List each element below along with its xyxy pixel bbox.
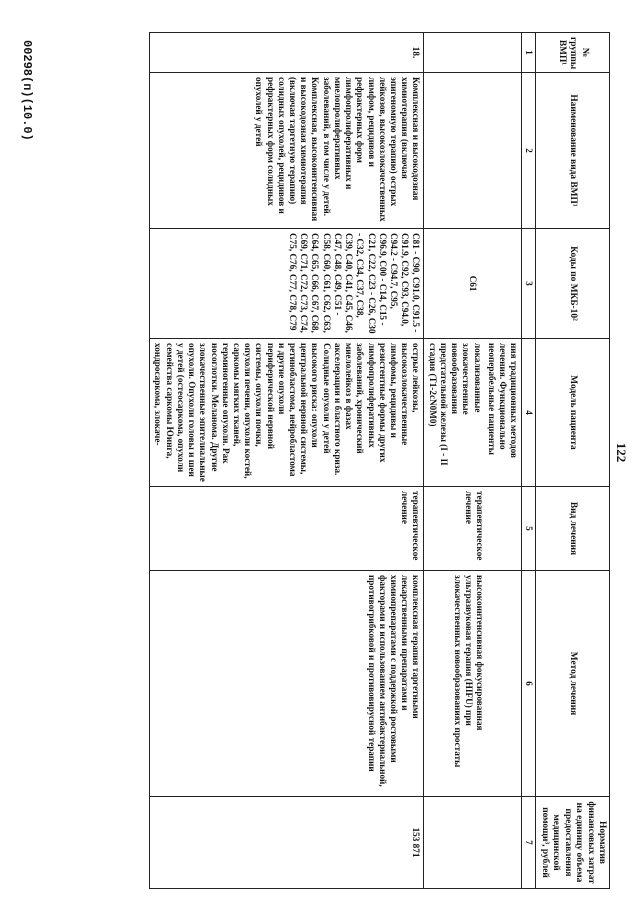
header-treatment-type: Вид лечения — [536, 487, 610, 571]
vmp-name-cell: Комплексная и высокодозная химиотерапия (включая эпигеномную терапию) острых лейкозов, высокозлокачественных лимфом, рецидивов и рефрактерных форм лимфопролиферативных и миелопролиферативных заболеваний, в том числе у детей. Комплексная, высокоинтенсивная и высокодозная химиотерапия (включая таргетную терапию) солидных опухолей, рецидивов и рефрактерных форм солидных опухолей у детей — [150, 73, 424, 229]
cost-cell: 153 871 — [150, 797, 424, 889]
group-number-cell — [424, 33, 522, 73]
column-number: 7 — [522, 797, 536, 889]
page-number: 122 — [614, 442, 629, 463]
treatment-method-cell — [424, 571, 522, 797]
table-header-row — [536, 33, 610, 889]
column-number: 4 — [522, 339, 536, 487]
column-number-row — [522, 33, 536, 889]
header-icd-codes: Коды по МКБ-10² — [536, 229, 610, 339]
patient-model-continuation: ния традиционных методов лечения. Функционально неоперабельные пациенты — [486, 343, 520, 458]
column-number: 5 — [522, 487, 536, 571]
column-number: 2 — [522, 73, 536, 229]
header-group-number: № группы ВМП¹ — [536, 33, 610, 73]
treatment-method-text: высокоинтенсивная фокусированная ультразвуковая терапия (HIFU) при злокачественных новообразованиях простаты — [452, 575, 486, 768]
patient-model-text: локализованные злокачественные новообразования предстательной железы (I - II стадия (T1-2cN0M0) — [427, 343, 483, 466]
group-number-cell: 18. — [150, 33, 424, 73]
icd-code-cell — [424, 229, 522, 339]
header-patient-model: Модель пациента — [536, 339, 610, 487]
vmp-table — [149, 32, 610, 889]
treatment-method-cell: комплексная терапия таргетными лекарственными препаратами и химиопрепаратами с поддержкой ростовыми факторами и использованием антибактериальной, противогрибковой и противовирусной терапии — [150, 571, 424, 797]
table-row — [150, 33, 424, 889]
document-footer-code: 00298(п)(10.0) — [20, 40, 34, 141]
patient-model-cell — [424, 339, 522, 487]
column-number: 1 — [522, 33, 536, 73]
header-cost-standard: Норматив финансовых затрат на единицу объема предоставления медицинской помощи³, рублей — [536, 797, 610, 889]
treatment-type-text: терапевтическое лечение — [464, 491, 486, 561]
treatment-type-cell — [424, 487, 522, 571]
header-treatment-method: Метод лечения — [536, 571, 610, 797]
column-number: 6 — [522, 571, 536, 797]
vmp-name-cell — [424, 73, 522, 229]
icd-code: C61 — [468, 275, 479, 292]
icd-codes-cell: C81 - C90, C91.0, C91.5 - C91.9, C92, C93, C94.0, C94.2 - C94.7, C95, C96.9, C00 - C14, C15 - C21, C22, C23 - C26, C30 - C32, C34, C37, C38, C39, C40, C41, C45, C46, C47, C48, C49, C51 - C58, C60, C61, C62, C63, C64, C65, C66, C67, C68, C69, C71, C72, C73, C74, C75, C76, C77, C78, C79 — [150, 229, 424, 339]
header-vmp-name: Наименование вида ВМП¹ — [536, 73, 610, 229]
table-row — [424, 33, 522, 889]
column-number: 3 — [522, 229, 536, 339]
cost-cell — [424, 797, 522, 889]
patient-model-cell: острые лейкозы, высокозлокачественные лимфомы, рецидивы и резистентные формы других лимфопролиферативных заболеваний, хронический миелолейкоз в фазах акселерации и бластного криза. Солидные опухоли у детей высокого риска: опухоли центральной нервной системы, ретинобластома, нейробластома и другие опухоли периферической нервной системы, опухоли почки, опухоли печени, опухоли костей, саркомы мягких тканей, герминогенные опухоли. Рак носоглотки. Меланома. Другие злокачественные эпителиальные опухоли. Опухоли головы и шеи у детей (остеосаркома, опухоли семейства саркомы Юинга, хондросаркома, злокаче- — [150, 339, 424, 487]
treatment-type-cell: терапевтическое лечение — [150, 487, 424, 571]
